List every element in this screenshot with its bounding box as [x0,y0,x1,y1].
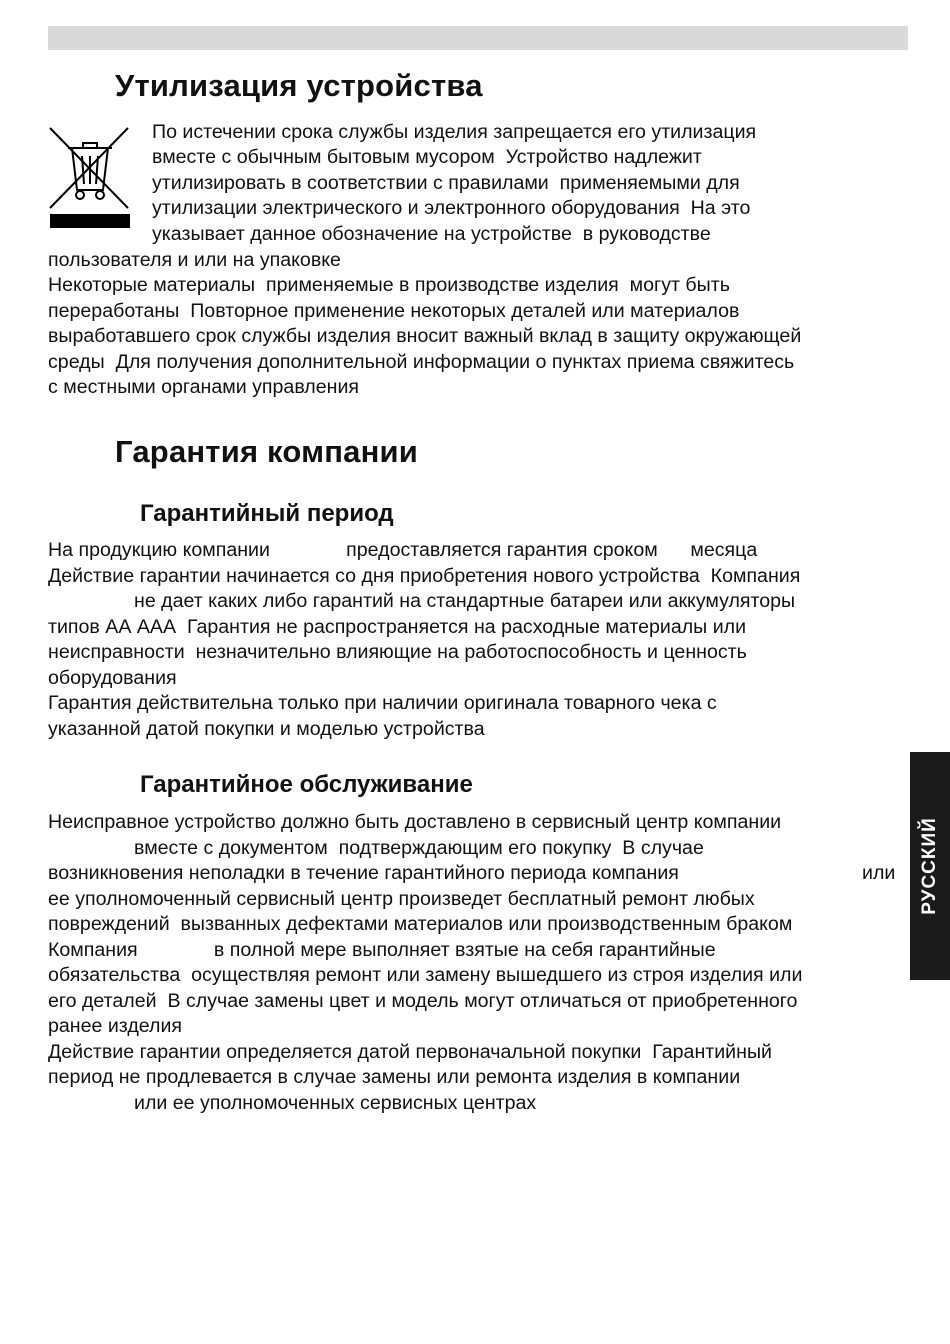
text-line: с местными органами управления [48,376,359,398]
text-line: не дает каких либо гарантий на стандартные батареи или аккумуляторы [134,590,796,612]
crossed-out-wheelie-bin-icon [48,124,132,232]
text-line: ее уполномоченный сервисный центр произведет бесплатный ремонт любых [48,888,755,910]
text-line: По истечении срока службы изделия запрещается его утилизация [152,121,757,143]
text-line: Компания в полной мере выполняет взятые на себя гарантийные [48,939,716,961]
text-line: указывает данное обозначение на устройстве в руководстве [152,223,711,245]
language-tab [910,752,950,980]
text-line: или ее уполномоченных сервисных центрах [134,1092,537,1114]
text-line: среды Для получения дополнительной информации о пунктах приема свяжитесь [48,351,795,373]
text-line: или [862,862,896,884]
text-line: Действие гарантии определяется датой первоначальной покупки Гарантийный [48,1041,772,1063]
text-line: возникновения неполадки в течение гарантийного периода компания [48,862,679,884]
text-line: утилизации электрического и электронного оборудования На это [152,197,751,219]
text-line: указанной датой покупки и моделью устройства [48,718,485,740]
text-line: Гарантия действительна только при наличии оригинала товарного чека с [48,692,717,714]
text-line: переработаны Повторное применение некоторых деталей или материалов [48,300,740,322]
text-line: его деталей В случае замены цвет и модель могут отличаться от приобретенного [48,990,798,1012]
text-line: типов АА ААА Гарантия не распространяется на расходные материалы или [48,616,747,638]
text-line: ранее изделия [48,1015,183,1037]
text-line: Неисправное устройство должно быть доставлено в сервисный центр компании [48,811,782,833]
text-line: пользователя и или на упаковке [48,249,341,271]
text-line: вместе с документом подтверждающим его покупку В случае [134,837,704,859]
warranty-title: Гарантия компании [115,434,419,469]
header-bar [48,26,908,50]
text-line: оборудования [48,667,177,689]
warranty-service-title: Гарантийное обслуживание [140,771,473,798]
text-line: обязательства осуществляя ремонт или замену вышедшего из строя изделия или [48,964,803,986]
text-line: неисправности незначительно влияющие на работоспособность и ценность [48,641,747,663]
language-tab-label: РУССКИЙ [919,817,940,915]
text-line: вместе с обычным бытовым мусором Устройство надлежит [152,146,702,168]
disposal-title: Утилизация устройства [115,68,483,103]
text-line: утилизировать в соответствии с правилами применяемыми для [152,172,740,194]
text-line: Действие гарантии начинается со дня приобретения нового устройства Компания [48,565,801,587]
text-line: На продукцию компании предоставляется гарантия сроком месяца [48,539,758,561]
text-line: повреждений вызванных дефектами материалов или производственным браком [48,913,793,935]
text-line: Некоторые материалы применяемые в производстве изделия могут быть [48,274,730,296]
text-line: период не продлевается в случае замены или ремонта изделия в компании [48,1066,741,1088]
warranty-period-title: Гарантийный период [140,500,394,527]
text-line: выработавшего срок службы изделия вносит важный вклад в защиту окружающей [48,325,802,347]
